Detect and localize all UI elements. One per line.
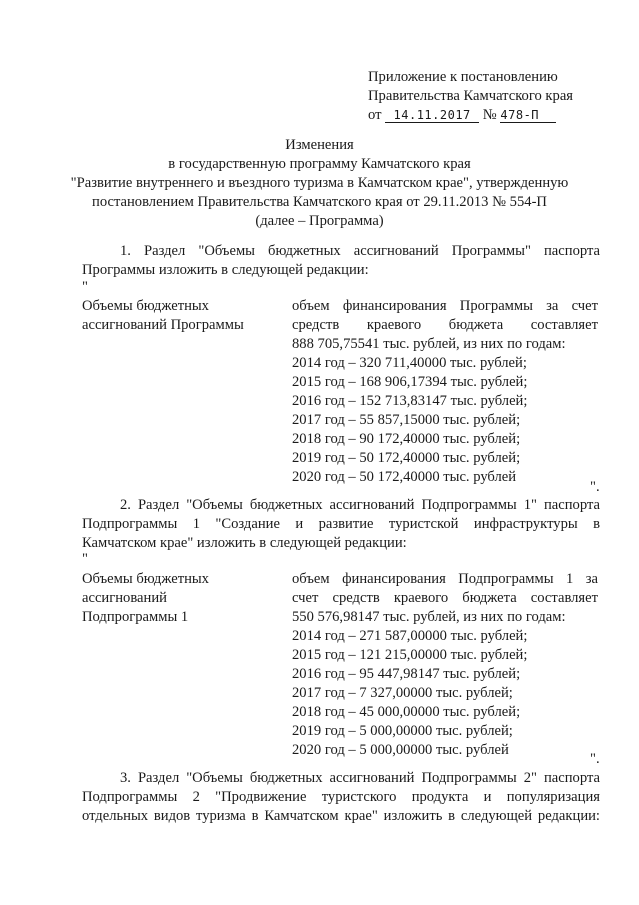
item2-value-line: 550 576,98147 тыс. рублей, из них по годам: [292,609,566,625]
item1-close-quote: ". [590,479,600,495]
number-sign: № [482,107,497,123]
item2-open-quote: " [82,551,88,567]
title-line-4: постановлением Правительства Камчатского края от 29.11.2013 № 554-П [92,194,547,210]
item1-value-line: 2020 год – 50 172,40000 тыс. рублей [292,469,517,485]
item2-label-line-2: ассигнований [82,590,167,606]
item2-value-line: 2019 год – 5 000,00000 тыс. рублей; [292,723,513,739]
item2-value-line: объем финансирования Подпрограммы 1 за [292,571,598,587]
item1-line-2: Программы изложить в следующей редакции: [82,262,369,278]
item1-value-line: 888 705,75541 тыс. рублей, из них по годам: [292,336,566,352]
item1-value-line: 2019 год – 50 172,40000 тыс. рублей; [292,450,521,466]
item2-value-line: 2015 год – 121 215,00000 тыс. рублей; [292,647,528,663]
item1-value-line: 2016 год – 152 713,83147 тыс. рублей; [292,393,528,409]
approval-number [500,108,556,123]
item1-line-1: 1. Раздел "Объемы бюджетных ассигнований Программы" паспорта [120,243,600,259]
item2-value-line: 2020 год – 5 000,00000 тыс. рублей [292,742,509,758]
item2-value-line: счет средств краевого бюджета составляет [292,590,598,606]
item2-line-3: Камчатском крае" изложить в следующей редакции: [82,535,407,551]
item2-value-line: 2014 год – 271 587,00000 тыс. рублей; [292,628,528,644]
approval-date [385,108,479,123]
title-line-5: (далее – Программа) [255,213,384,229]
item1-value-line: объем финансирования Программы за счет [292,298,598,314]
item2-value-line: 2017 год – 7 327,00000 тыс. рублей; [292,685,513,701]
item1-value-line: средств краевого бюджета составляет [292,317,598,333]
item1-value-line: 2015 год – 168 906,17394 тыс. рублей; [292,374,528,390]
item2-value-line: 2016 год – 95 447,98147 тыс. рублей; [292,666,521,682]
approval-line-2: Правительства Камчатского края [368,88,574,104]
item1-value-line: 2018 год – 90 172,40000 тыс. рублей; [292,431,521,447]
title-heading: Изменения [285,137,354,153]
item1-value-line: 2017 год – 55 857,15000 тыс. рублей; [292,412,521,428]
approval-number-value: 478-П [500,108,540,122]
item3-line-3: отдельных видов туризма в Камчатском крае" изложить в следующей редакции: [82,808,600,824]
title-line-2: в государственную программу Камчатского края [168,156,471,172]
item2-line-2: Подпрограммы 1 "Создание и развитие туристской инфраструктуры в [82,516,600,532]
item2-label-line-1: Объемы бюджетных [82,571,209,587]
item2-close-quote: ". [590,751,600,767]
approval-date-value: 14.11.2017 [393,108,471,122]
item3-line-2: Подпрограммы 2 "Продвижение туристского продукта и популяризация [82,789,600,805]
item1-value-line: 2014 год – 320 711,40000 тыс. рублей; [292,355,527,371]
item1-label-line-1: Объемы бюджетных [82,298,209,314]
item2-label-line-3: Подпрограммы 1 [82,609,189,625]
item2-line-1: 2. Раздел "Объемы бюджетных ассигнований Подпрограммы 1" паспорта [120,497,600,513]
approval-line-1: Приложение к постановлению [368,69,558,85]
item1-open-quote: " [82,279,88,295]
item3-line-1: 3. Раздел "Объемы бюджетных ассигнований Подпрограммы 2" паспорта [120,770,600,786]
title-line-3: "Развитие внутреннего и въездного туризма в Камчатском крае", утвержденную [70,175,569,191]
approval-date-line [368,106,556,124]
item2-value-line: 2018 год – 45 000,00000 тыс. рублей; [292,704,521,720]
item1-label-line-2: ассигнований Программы [82,317,244,333]
from-prefix: от [368,107,382,123]
